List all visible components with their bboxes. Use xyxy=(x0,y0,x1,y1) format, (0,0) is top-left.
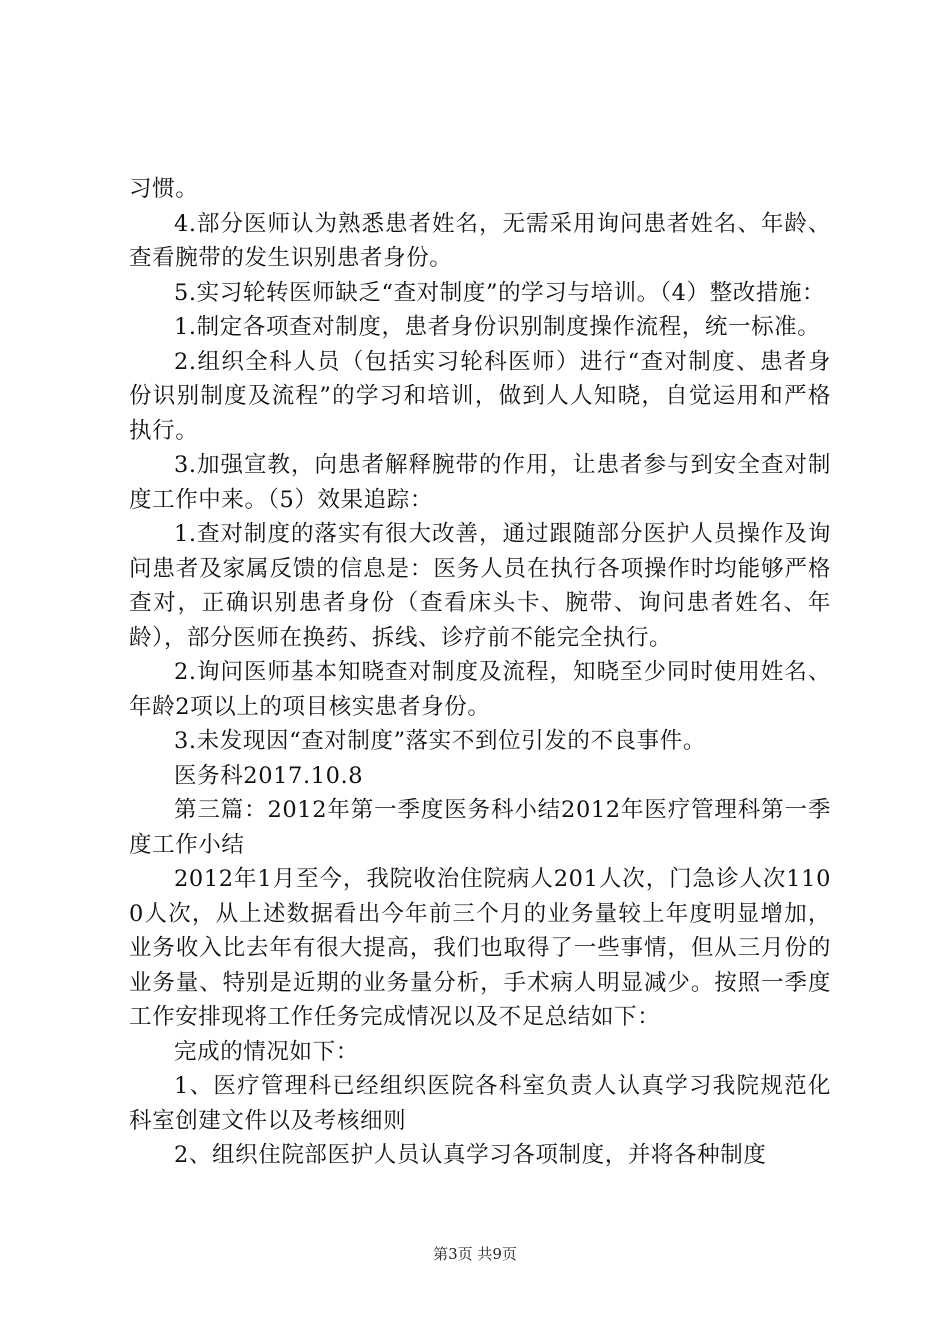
document-body xyxy=(129,172,831,1173)
paragraph: 2012年1月至今，我院收治住院病人201人次，门急诊人次1100人次，从上述数据看出今年前三个月的业务量较上年度明显增加，业务收入比去年有很大提高，我们也取得了一些事情，但从三月份的业务量、特别是近期的业务量分析，手术病人明显减少。按照一季度工作安排现将工作任务完成情况以及不足总结如下： xyxy=(129,866,831,1030)
paragraph: 1.查对制度的落实有很大改善，通过跟随部分医护人员操作及询问患者及家属反馈的信息是：医务人员在执行各项操作时均能够严格查对，正确识别患者身份（查看床头卡、腕带、询问患者姓名、年龄），部分医师在换药、拆线、诊疗前不能完全执行。 xyxy=(129,521,831,651)
page-footer xyxy=(0,1244,950,1264)
paragraph: 1、医疗管理科已经组织医院各科室负责人认真学习我院规范化科室创建文件以及考核细则 xyxy=(129,1073,831,1134)
paragraph: 2、组织住院部医护人员认真学习各项制度，并将各种制度 xyxy=(174,1142,767,1168)
section-heading: 第三篇：2012年第一季度医务科小结2012年医疗管理科第一季度工作小结 xyxy=(129,797,831,858)
page-number: 第3页 共9页 xyxy=(433,1245,517,1263)
paragraph: 习惯。 xyxy=(129,176,199,202)
paragraph: 完成的情况如下： xyxy=(174,1038,359,1065)
paragraph: 2.组织全科人员（包括实习轮科医师）进行“查对制度、患者身份识别制度及流程”的学习和培训，做到人人知晓，自觉运用和严格执行。 xyxy=(129,348,831,444)
paragraph: 1.制定各项查对制度，患者身份识别制度操作流程，统一标准。 xyxy=(174,314,821,340)
signature-line: 医务科2017.10.8 xyxy=(174,762,364,789)
paragraph: 3.加强宣教，向患者解释腕带的作用，让患者参与到安全查对制度工作中来。（5）效果追踪： xyxy=(129,452,831,513)
paragraph: 5.实习轮转医师缺乏“查对制度”的学习与培训。（4）整改措施： xyxy=(174,279,826,306)
paragraph: 4.部分医师认为熟悉患者姓名，无需采用询问患者姓名、年龄、查看腕带的发生识别患者身份。 xyxy=(129,210,831,271)
paragraph: 3.未发现因“查对制度”落实不到位引发的不良事件。 xyxy=(174,728,706,754)
paragraph: 2.询问医师基本知晓查对制度及流程，知晓至少同时使用姓名、年龄2项以上的项目核实患者身份。 xyxy=(129,659,831,720)
